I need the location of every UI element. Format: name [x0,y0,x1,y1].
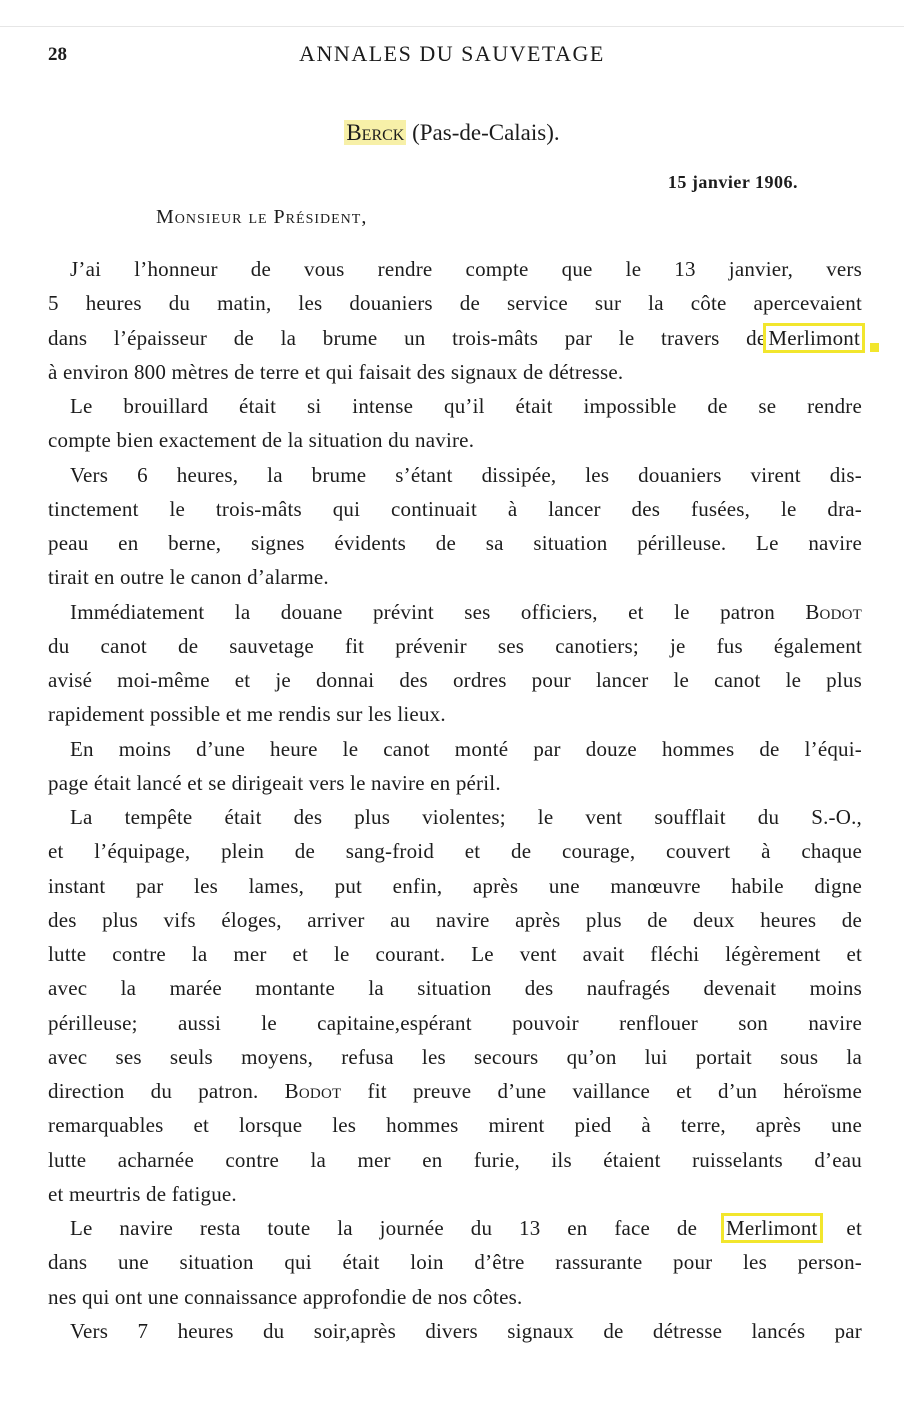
letter-body [48,252,862,1348]
text-line: dans une situation qui était loin d’être rassurante pour les person- [48,1250,862,1275]
letter-date: 15 janvier 1906. [667,172,798,192]
running-title: ANNALES DU SAUVETAGE [299,41,605,66]
text-line: Le navire resta toute la journée du 13 en face de Merlimont et [70,1216,862,1240]
text-line: du canot de sauvetage fit prévenir ses canotiers; je fus également [48,633,862,658]
text-line: avec ses seuls moyens, refusa les secours qu’on lui portait sous la [48,1044,862,1069]
text-line: 5 heures du matin, les douaniers de service sur la côte apercevaient [48,291,862,316]
text-line: dans l’épaisseur de la brume un trois-mâts par le travers deMerlimont [48,325,860,350]
place-name-highlight: Berck [346,120,405,145]
page-top-edge [0,26,904,27]
text-line: Vers 6 heures, la brume s’étant dissipée, les douaniers virent dis- [70,462,862,487]
text-line: lutte acharnée contre la mer en furie, ils étaient ruisselants d’eau [48,1147,862,1172]
text-line: Le brouillard était si intense qu’il était impossible de se rendre [70,394,862,418]
text-line: page était lancé et se dirigeait vers le navire en péril. [48,770,501,795]
text-line: périlleuse; aussi le capitaine,espérant pouvoir renflouer son navire [48,1010,862,1035]
text-line: avisé moi-même et je donnai des ordres pour lancer le canot le plus [48,668,862,692]
text-line: à environ 800 mètres de terre et qui faisait des signaux de détresse. [48,359,624,384]
text-line: tinctement le trois-mâts qui continuait à lancer des fusées, le dra- [48,496,862,521]
text-line: instant par les lames, put enfin, après une manœuvre habile digne [48,873,862,898]
page-number: 28 [48,44,67,65]
text-line: J’ai l’honneur de vous rendre compte que le 13 janvier, vers [70,257,862,281]
text-line: lutte contre la mer et le courant. Le vent avait fléchi légèrement et [48,942,862,966]
text-line: nes qui ont une connaissance approfondie de nos côtes. [48,1284,523,1309]
person-name: Bodot [805,599,862,624]
highlighted-term: Merlimont [725,1216,818,1240]
place-region: (Pas-de-Calais). [412,120,560,145]
text-line: La tempête était des plus violentes; le vent soufflait du S.-O., [70,805,862,829]
text-line: tirait en outre le canon d’alarme. [48,565,329,590]
highlighted-term: Merlimont [768,325,860,350]
text-line: compte bien exactement de la situation du navire. [48,428,475,453]
text-line: Vers 7 heures du soir,après divers signaux de détresse lancés par [70,1318,862,1343]
place-heading [0,120,904,146]
text-line: direction du patron. Bodot fit preuve d’une vaillance et d’un héroïsme [48,1079,862,1103]
text-line: peau en berne, signes évidents de sa situation périlleuse. Le navire [48,531,862,555]
text-line: et l’équipage, plein de sang-froid et de courage, couvert à chaque [48,839,862,864]
salutation: Monsieur le Président, [156,206,368,228]
highlight-marker [870,343,879,352]
text-line: avec la marée montante la situation des naufragés devenait moins [48,976,862,1001]
text-line: rapidement possible et me rendis sur les lieux. [48,702,446,727]
text-line: En moins d’une heure le canot monté par douze hommes de l’équi- [70,736,862,761]
text-line: des plus vifs éloges, arriver au navire après plus de deux heures de [48,907,862,932]
text-line: Immédiatement la douane prévint ses officiers, et le patron Bodot [70,599,862,624]
text-line: remarquables et lorsque les hommes mirent pied à terre, après une [48,1113,862,1138]
person-name: Bodot [284,1079,342,1103]
text-line: et meurtris de fatigue. [48,1181,237,1206]
